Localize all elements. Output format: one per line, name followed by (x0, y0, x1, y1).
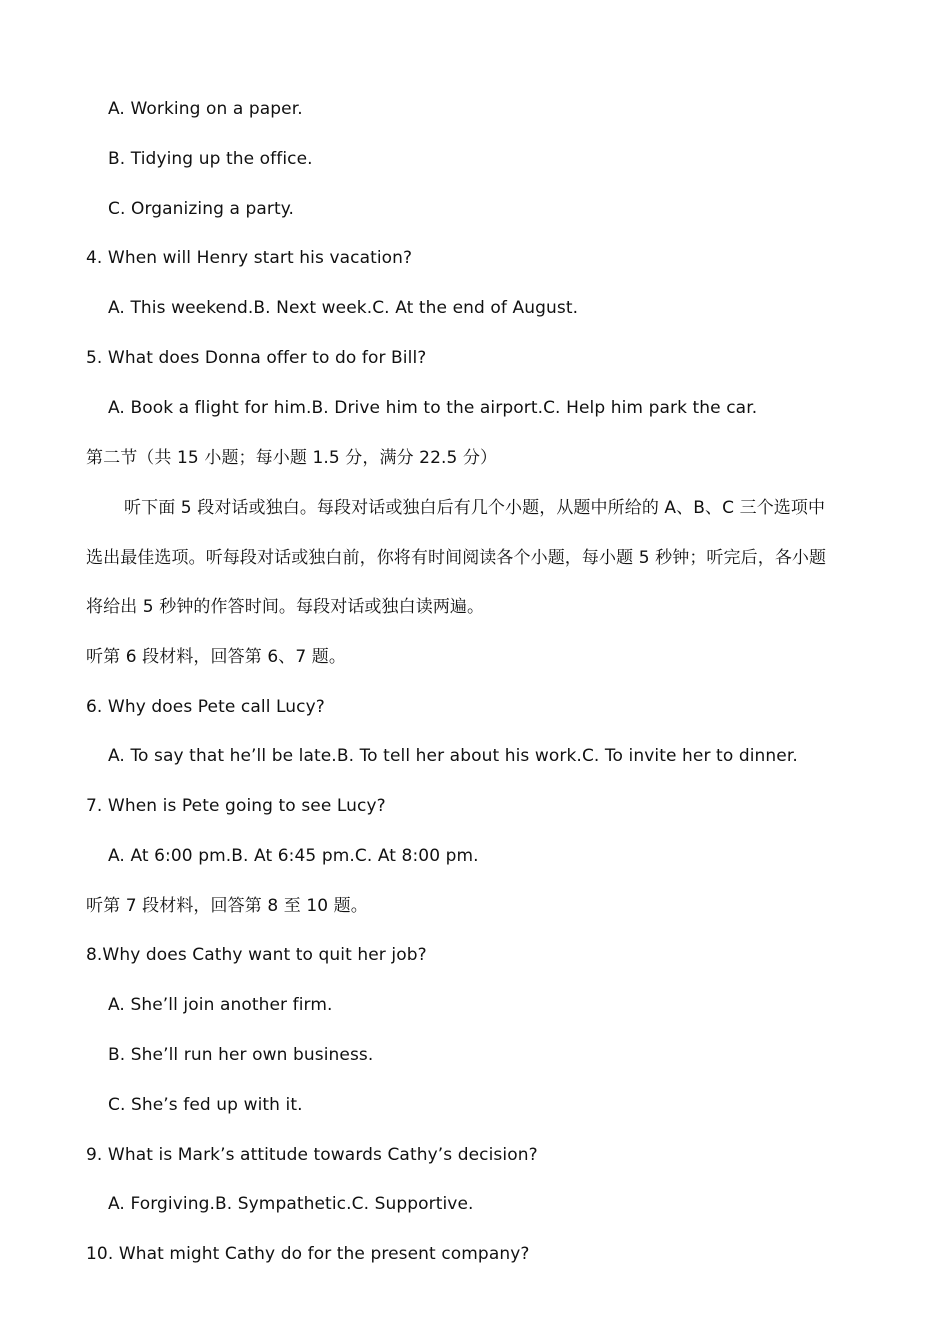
question-line: 8.Why does Cathy want to quit her job? (86, 945, 427, 965)
option-line: A. At 6:00 pm.B. At 6:45 pm.C. At 8:00 pm. (108, 846, 479, 866)
option-line: A. To say that he’ll be late.B. To tell her about his work.C. To invite her to dinner. (108, 746, 798, 766)
question-line: 6. Why does Pete call Lucy? (86, 697, 325, 717)
question-line: 7. When is Pete going to see Lucy? (86, 796, 386, 816)
instruction-paragraph-line: 将给出 5 秒钟的作答时间。每段对话或独白读两遍。 (86, 597, 485, 617)
option-line: A. Working on a paper. (108, 99, 303, 119)
question-line: 4. When will Henry start his vacation? (86, 248, 413, 268)
option-line: A. Forgiving.B. Sympathetic.C. Supportive. (108, 1194, 474, 1214)
option-line: A. This weekend.B. Next week.C. At the end of August. (108, 298, 579, 318)
option-line: B. Tidying up the office. (108, 149, 313, 169)
material-heading: 听第 7 段材料，回答第 8 至 10 题。 (86, 896, 368, 916)
option-line: A. Book a flight for him.B. Drive him to the airport.C. Help him park the car. (108, 398, 758, 418)
instruction-paragraph-line: 听下面 5 段对话或独白。每段对话或独白后有几个小题，从题中所给的 A、B、C 三个选项中 (124, 498, 826, 518)
question-line: 9. What is Mark’s attitude towards Cathy’s decision? (86, 1145, 538, 1165)
option-line: C. She’s fed up with it. (108, 1095, 303, 1115)
option-line: A. She’ll join another firm. (108, 995, 333, 1015)
section-heading: 第二节（共 15 小题；每小题 1.5 分，满分 22.5 分） (86, 448, 498, 468)
option-line: C. Organizing a party. (108, 199, 294, 219)
material-heading: 听第 6 段材料，回答第 6、7 题。 (86, 647, 346, 667)
option-line: B. She’ll run her own business. (108, 1045, 374, 1065)
question-line: 5. What does Donna offer to do for Bill? (86, 348, 427, 368)
instruction-paragraph-line: 选出最佳选项。听每段对话或独白前，你将有时间阅读各个小题，每小题 5 秒钟；听完后，各小题 (86, 548, 827, 568)
question-line: 10. What might Cathy do for the present company? (86, 1244, 530, 1264)
